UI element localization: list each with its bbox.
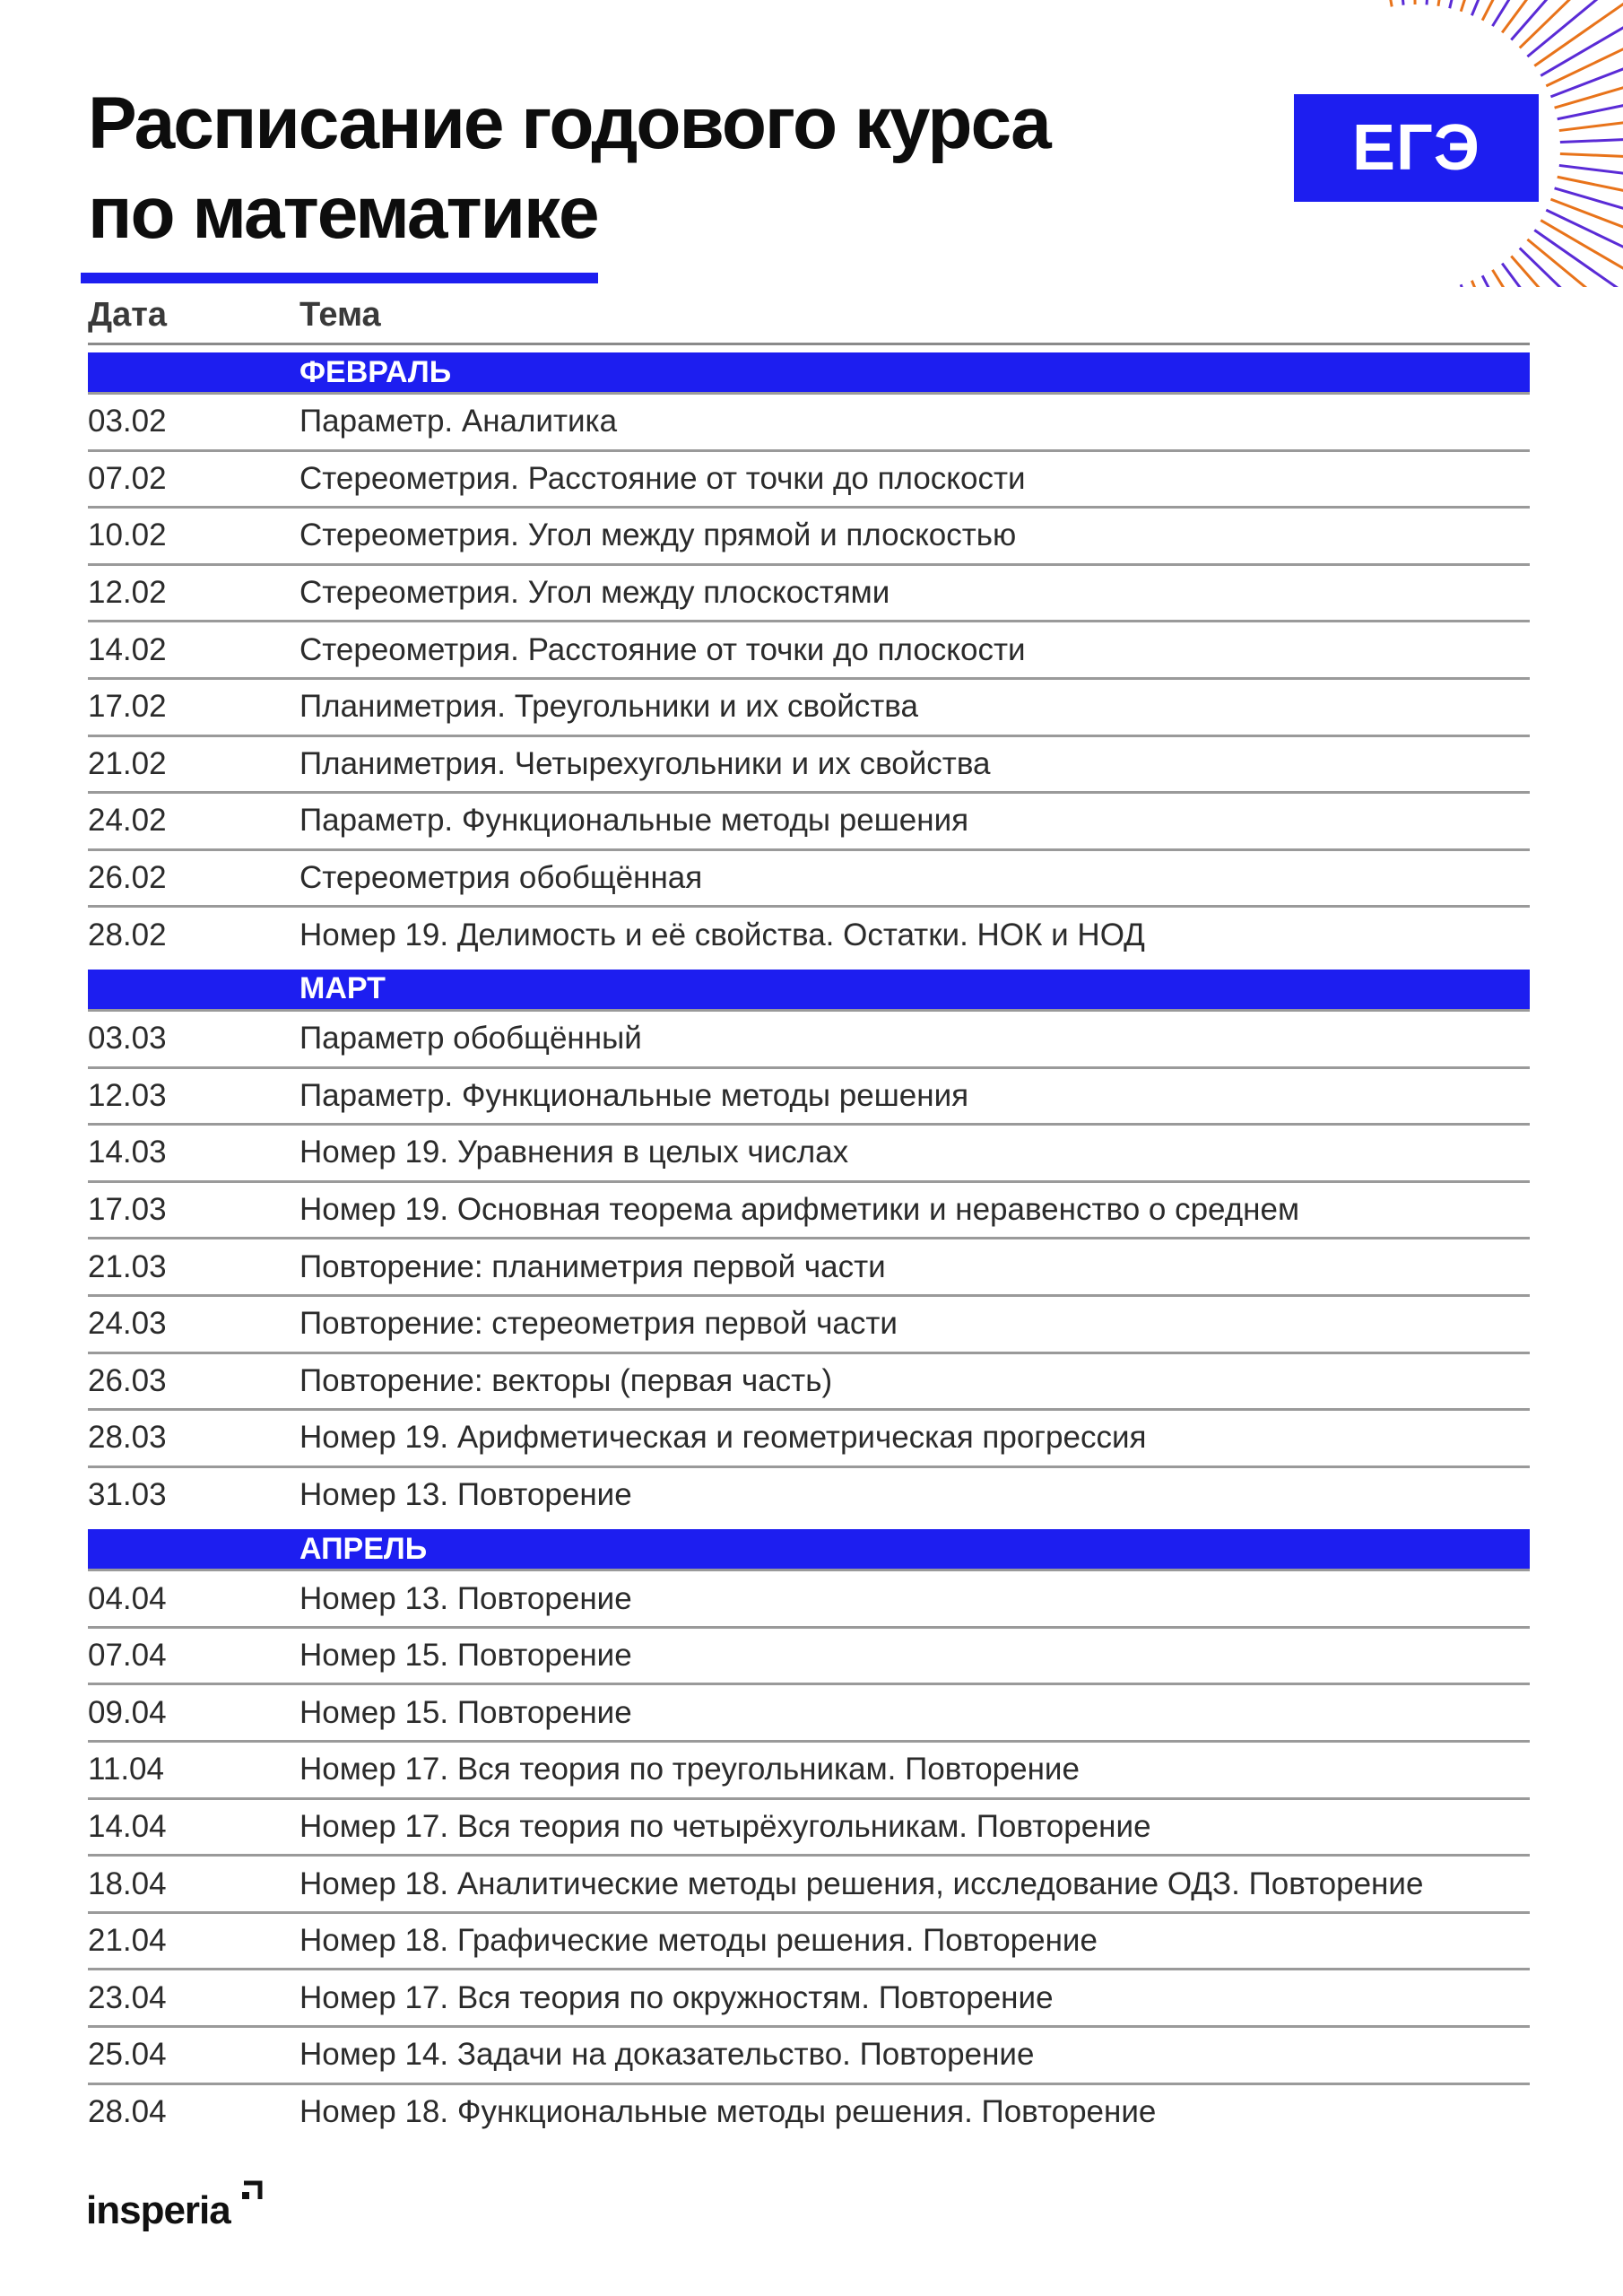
table-row (88, 1180, 1530, 1238)
row-date: 07.04 (88, 1638, 167, 1674)
table-row (88, 1854, 1530, 1911)
exam-badge: ЕГЭ (1294, 94, 1539, 202)
sunburst-ray (1560, 137, 1623, 143)
column-header-date: Дата (88, 296, 167, 334)
row-date: 14.02 (88, 631, 167, 667)
table-row (88, 1352, 1530, 1409)
sunburst-ray (1471, 0, 1520, 15)
row-date: 21.03 (88, 1248, 167, 1284)
page-title (88, 79, 1050, 258)
month-header (88, 970, 1530, 1009)
row-date: 28.03 (88, 1420, 167, 1456)
table-row (88, 1911, 1530, 1969)
month-label: АПРЕЛЬ (299, 1531, 428, 1566)
row-date: 03.02 (88, 404, 167, 439)
row-topic: Номер 13. Повторение (299, 1476, 632, 1512)
insperia-logo: insperia (86, 2188, 230, 2232)
row-topic: Повторение: векторы (первая часть) (299, 1362, 833, 1398)
row-topic: Номер 15. Повторение (299, 1694, 632, 1730)
sunburst-ray (1527, 239, 1623, 287)
table-row (88, 1237, 1530, 1294)
row-topic: Параметр. Функциональные методы решения (299, 1077, 969, 1113)
row-date: 04.04 (88, 1580, 167, 1616)
table-body (88, 352, 1530, 2139)
title-line-2-text: по математике (88, 172, 598, 254)
table-row (88, 1626, 1530, 1683)
table-row (88, 449, 1530, 507)
row-date: 12.02 (88, 575, 167, 611)
row-topic: Стереометрия. Расстояние от точки до плоскости (299, 631, 1026, 667)
row-topic: Повторение: планиметрия первой части (299, 1248, 886, 1284)
table-row (88, 1569, 1530, 1626)
sunburst-ray (1560, 153, 1623, 159)
sunburst-ray (1541, 13, 1623, 75)
row-topic: Номер 18. Аналитические методы решения, исследование ОДЗ. Повторение (299, 1866, 1424, 1901)
table-row (88, 506, 1530, 563)
table-row (88, 1683, 1530, 1740)
sunburst-ray (1392, 0, 1403, 5)
row-topic: Номер 14. Задачи на доказательство. Повторение (299, 2037, 1035, 2073)
schedule-table (88, 288, 1530, 2139)
sunburst-ray (1546, 210, 1623, 264)
row-topic: Стереометрия. Угол между прямой и плоскостью (299, 517, 1017, 553)
column-header-topic: Тема (299, 296, 381, 334)
row-date: 14.04 (88, 1808, 167, 1844)
row-date: 11.04 (88, 1752, 164, 1787)
row-date: 18.04 (88, 1866, 167, 1901)
row-topic: Параметр. Функциональные методы решения (299, 803, 969, 839)
sunburst-ray (1546, 31, 1623, 85)
table-row (88, 1408, 1530, 1465)
month-label: МАРТ (299, 971, 386, 1006)
row-date: 12.03 (88, 1077, 167, 1113)
table-row (88, 848, 1530, 906)
sunburst-ray (1438, 0, 1457, 6)
row-date: 28.02 (88, 917, 167, 952)
row-date: 24.03 (88, 1306, 167, 1342)
row-date: 28.04 (88, 2093, 167, 2129)
row-topic: Номер 18. Графические методы решения. Повторение (299, 1923, 1098, 1959)
row-date: 09.04 (88, 1694, 167, 1730)
row-date: 26.02 (88, 860, 167, 896)
row-date: 25.04 (88, 2037, 167, 2073)
row-topic: Повторение: стереометрия первой части (299, 1306, 898, 1342)
row-date: 26.03 (88, 1362, 167, 1398)
table-row (88, 1009, 1530, 1066)
row-topic: Номер 17. Вся теория по треугольникам. Повторение (299, 1752, 1080, 1787)
table-row (88, 392, 1530, 449)
row-date: 10.02 (88, 517, 167, 553)
table-header (88, 288, 1530, 345)
row-topic: Номер 17. Вся теория по окружностям. Повторение (299, 1979, 1054, 2015)
sunburst-ray (1461, 0, 1499, 12)
title-line-2 (88, 169, 598, 258)
month-label: ФЕВРАЛЬ (299, 354, 452, 389)
row-date: 23.04 (88, 1979, 167, 2015)
table-row (88, 1294, 1530, 1352)
row-date: 17.02 (88, 689, 167, 725)
row-topic: Номер 19. Делимость и её свойства. Остатки. НОК и НОД (299, 917, 1145, 952)
logo-mark-icon (240, 2179, 264, 2203)
title-line-1: Расписание годового курса (88, 83, 1050, 164)
row-topic: Стереометрия. Расстояние от точки до плоскости (299, 460, 1026, 496)
title-underline (81, 273, 598, 283)
row-topic: Планиметрия. Треугольники и их свойства (299, 689, 918, 725)
row-date: 07.02 (88, 460, 167, 496)
row-topic: Номер 19. Уравнения в целых числах (299, 1135, 849, 1170)
row-topic: Номер 19. Арифметическая и геометрическая прогрессия (299, 1420, 1147, 1456)
table-row (88, 563, 1530, 621)
row-date: 21.04 (88, 1923, 167, 1959)
table-row (88, 1797, 1530, 1855)
sunburst-ray (1541, 221, 1623, 283)
sunburst-ray (1413, 0, 1415, 4)
row-topic: Стереометрия обобщённая (299, 860, 703, 896)
table-row (88, 1740, 1530, 1797)
table-row (88, 2025, 1530, 2083)
row-date: 14.03 (88, 1135, 167, 1170)
sunburst-ray (1370, 0, 1392, 6)
row-topic: Номер 18. Функциональные методы решения. Повторение (299, 2093, 1157, 2129)
row-topic: Номер 13. Повторение (299, 1580, 632, 1616)
row-topic: Номер 17. Вся теория по четырёхугольникам. Повторение (299, 1808, 1151, 1844)
table-row (88, 1968, 1530, 2025)
month-header (88, 1529, 1530, 1569)
sunburst-ray (1461, 284, 1499, 287)
sunburst-ray (1471, 281, 1520, 287)
row-date: 31.03 (88, 1476, 167, 1512)
month-header (88, 352, 1530, 392)
row-date: 21.02 (88, 745, 167, 781)
table-row (88, 677, 1530, 735)
row-date: 17.03 (88, 1192, 167, 1228)
row-topic: Номер 15. Повторение (299, 1638, 632, 1674)
table-row (88, 1465, 1530, 1523)
row-date: 24.02 (88, 803, 167, 839)
table-row (88, 791, 1530, 848)
sunburst-ray (1427, 0, 1436, 4)
row-topic: Стереометрия. Угол между плоскостями (299, 575, 890, 611)
table-row (88, 620, 1530, 677)
table-row (88, 905, 1530, 962)
row-topic: Параметр обобщённый (299, 1021, 642, 1057)
table-row (88, 735, 1530, 792)
row-topic: Планиметрия. Четырехугольники и их свойства (299, 745, 991, 781)
row-date: 03.03 (88, 1021, 167, 1057)
row-topic: Параметр. Аналитика (299, 404, 618, 439)
table-row (88, 2083, 1530, 2140)
sunburst-ray (1534, 230, 1623, 287)
table-row (88, 1123, 1530, 1180)
table-row (88, 1066, 1530, 1124)
row-topic: Номер 19. Основная теорема арифметики и неравенство о среднем (299, 1192, 1300, 1228)
